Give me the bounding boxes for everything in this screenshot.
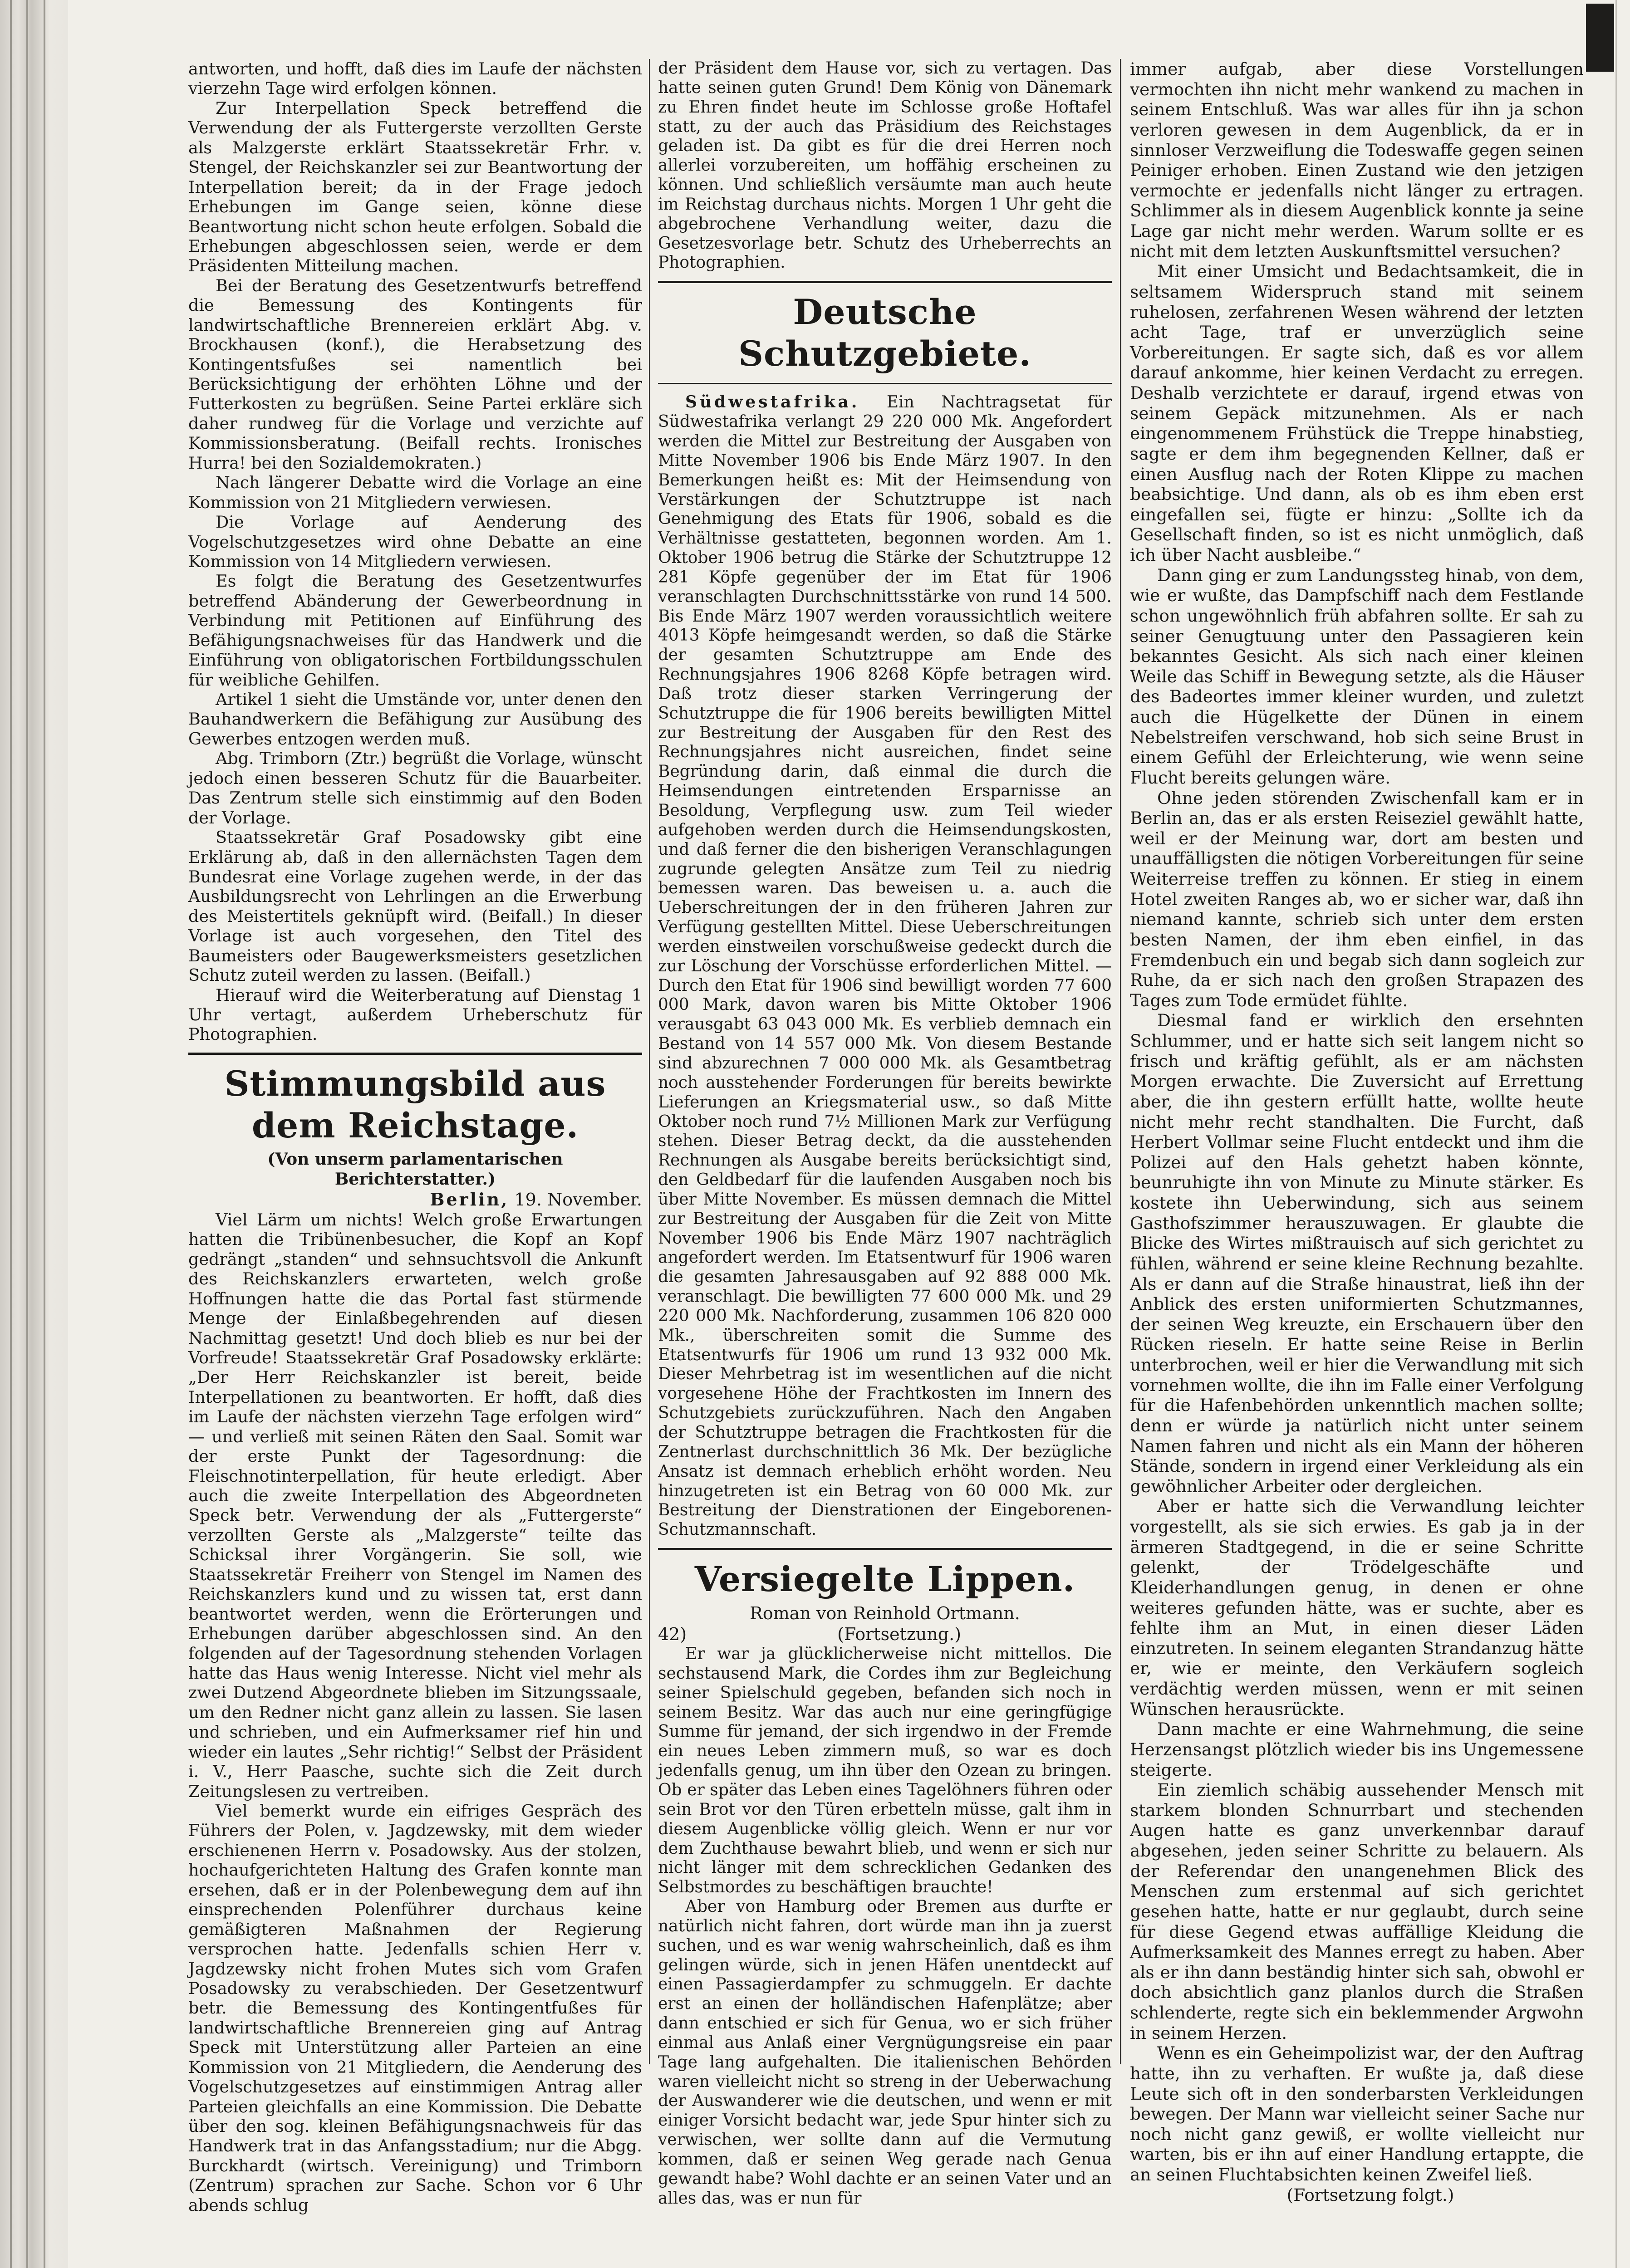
paragraph: Wenn es ein Geheimpolizist war, der den Auftrag hatte, ihn zu verhaften. Er wußte ja, daß diese Leute sich oft in den sonderbarsten Verkleidungen bewegen. Der Mann war vielleicht seiner Sache nur noch nicht ganz gewiß, er wollte vielleicht nur warten, bis er ihn auf einer Handlung ertappte, die an seinen Fluchtabsichten keinen Zweifel ließ. bbox=[1130, 2043, 1584, 2185]
section-divider bbox=[658, 281, 1112, 283]
paragraph: Bei der Beratung des Gesetzentwurfs betreffend die Bemessung des Kontingents für landwirtschaftliche Brennereien erklärt Abg. v. Brockhausen (konf.), die Herabsetzung des Kontingentsfußes sei namentlich bei Berücksichtigung der erhöhten Löhne und der Futterkosten zu begrüßen. Seine Partei erkläre sich daher rundweg für die Vorlage und verzichte auf Kommissionsberatung. (Beifall rechts. Ironisches Hurra! bei den Sozialdemokraten.) bbox=[188, 275, 642, 473]
article-subhead: (Von unserm parlamentarischen Berichterstatter.) bbox=[267, 1149, 563, 1189]
dateline-place: Berlin, bbox=[430, 1189, 509, 1210]
paragraph: Nach längerer Debatte wird die Vorlage an eine Kommission von 21 Mitgliedern verwiesen. bbox=[188, 473, 642, 512]
paragraph: immer aufgab, aber diese Vorstellungen vermochten ihn nicht mehr wankend zu machen in seinem Entschluß. Was war alles für ihn ja schon verloren gewesen in dem Augenblick, da er in sinnloser Verzweiflung die Todeswaffe gegen seinen Peiniger erhoben. Einen Zustand wie den jetzigen vermochte er jedenfalls nicht länger zu ertragen. Schlimmer als in diesem Augenblick konnte ja seine Lage gar nicht mehr werden. Warum sollte er es nicht mit dem letzten Auskunftsmittel versuchen? bbox=[1130, 59, 1584, 261]
novel-title: Versiegelte Lippen. bbox=[694, 1559, 1075, 1600]
paragraph: Aber er hatte sich die Verwandlung leichter vorgestellt, als sie sich erwies. Es gab ja in der ärmeren Stadtgegend, in die er seine Schritte gelenkt, der Trödelgeschäfte und Kleiderhandlungen genug, in denen er ohne weiteres gefunden hätte, was er suchte, aber es fehlte ihm an Mut, in einen dieser Läden einzutreten. In seinem eleganten Strandanzug hätte er, wie er meinte, den Verkäufern sogleich verdächtig werden müssen, wenn er mit seinen Wünschen herausrückte. bbox=[1130, 1496, 1584, 1719]
paragraph: antworten, und hofft, daß dies im Laufe der nächsten vierzehn Tage wird erfolgen können. bbox=[188, 59, 642, 98]
paragraph: Er war ja glücklicherweise nicht mittellos. Die sechstausend Mark, die Cordes ihm zur Begleichung seiner Spielschuld gegeben, befanden sich noch in seinem Besitz. War das auch nur eine geringfügige Summe für jemand, der sich irgendwo in der Fremde ein neues Leben zimmern muß, so war es doch jedenfalls genug, um ihn über den Ozean zu bringen. Ob er später das Leben eines Tagelöhners führen oder sein Brot vor den Türen erbetteln müsse, galt ihm in diesem Augenblicke völlig gleich. Wenn er nur vor dem Zuchthause bewahrt blieb, und wenn er sich nur nicht länger mit dem schrecklichen Gedanken des Selbstmordes zu beschäftigen brauchte! bbox=[658, 1645, 1112, 1897]
paragraph bbox=[658, 392, 1112, 1540]
column-1 bbox=[188, 59, 642, 2215]
paragraph: Zur Interpellation Speck betreffend die Verwendung der als Futtergerste verzollten Gerste als Malzgerste erklärt Staatssekretär Frhr. v. Stengel, der Reichskanzler sei zur Beantwortung der Interpellation bereit; da in der Frage jedoch Erhebungen im Gange seien, könne diese Beantwortung nicht schon heute erfolgen. Sobald die Erhebungen abgeschlossen seien, werde er dem Präsidenten Mitteilung machen. bbox=[188, 98, 642, 276]
paragraph: Mit einer Umsicht und Bedachtsamkeit, die in seltsamem Widerspruch stand mit seinem ruhelosen, zerfahrenen Wesen während der letzten acht Tage, traf er unverzüglich seine Vorbereitungen. Er sagte sich, daß es vor allem darauf ankomme, hier keinen Verdacht zu erregen. Deshalb verzichtete er darauf, irgend etwas von seinem Gepäck mitzunehmen. Als er nach eingenommenem Frühstück die Treppe hinabstieg, sagte er dem ihm begegnenden Kellner, daß er einen Ausflug nach der Roten Klippe zu machen beabsichtige. Und dann, als ob es ihm eben erst eingefallen sei, fügte er hinzu: „Sollte ich da Gesellschaft finden, so ist es nicht unmöglich, daß ich über Nacht ausbleibe.“ bbox=[1130, 261, 1584, 565]
section-divider bbox=[188, 1053, 642, 1055]
paragraph: Diesmal fand er wirklich den ersehnten Schlummer, und er hatte sich seit langem nicht so frisch und kräftig gefühlt, als er am nächsten Morgen erwachte. Die Zuversicht auf Errettung aber, die ihn gestern erfüllt hatte, wollte heute nicht mehr recht standhalten. Die Furcht, daß Herbert Vollmar seine Flucht entdeckt und ihm die Polizei auf den Hals gehetzt haben könnte, beunruhigte ihn von Minute zu Minute stärker. Es kostete ihn Ueberwindung, sich aus seinem Gasthofszimmer herauszuwagen. Er glaubte die Blicke des Wirtes mißtrauisch auf sich gerichtet zu fühlen, während er seine kleine Rechnung bezahlte. Als er dann auf die Straße hinaustrat, ließ ihn der Anblick des ersten uniformierten Schutzmannes, der seinen Weg kreuzte, ein Erschauern über den Rücken rieseln. Er hatte seine Reise in Berlin unterbrochen, weil er hier die Verwandlung mit sich vornehmen wollte, die ihn im Falle einer Verfolgung für die Hafenbehörden unkenntlich machen sollte; denn er würde ja natürlich nicht unter seinem Namen fahren und nicht als ein Mann der höheren Stände, sondern in irgend einer Verkleidung als ein gewöhnlicher Arbeiter oder dergleichen. bbox=[1130, 1010, 1584, 1496]
paragraph: Artikel 1 sieht die Umstände vor, unter denen den Bauhandwerkern die Befähigung zur Ausübung des Gewerbes entzogen werden muß. bbox=[188, 690, 642, 749]
paragraph: Abg. Trimborn (Ztr.) begrüßt die Vorlage, wünscht jedoch einen besseren Schutz für die Bauarbeiter. Das Zentrum stelle sich einstimmig auf den Boden der Vorlage. bbox=[188, 749, 642, 828]
edge-marker bbox=[1586, 4, 1614, 72]
book-binding bbox=[0, 0, 68, 2268]
paragraph: Die Vorlage auf Aenderung des Vogelschutzgesetzes wird ohne Debatte an eine Kommission von 14 Mitgliedern verwiesen. bbox=[188, 512, 642, 571]
paragraph-body: Ein Nachtragsetat für Südwestafrika verlangt 29 220 000 Mk. Angefordert werden die Mittel zur Bestreitung der Ausgaben von Mitte November 1906 bis Ende März 1907. In den Bemerkungen heißt es: Mit der Heimsendung von Verstärkungen der Schutztruppe ist nach Genehmigung des Etats für 1906, sobald es die Verhältnisse gestatteten, begonnen worden. Am 1. Oktober 1906 betrug die Stärke der Schutztruppe 12 281 Köpfe gegenüber der im Etat für 1906 veranschlagten Durchschnittsstärke von rund 14 500. Bis Ende März 1907 werden voraussichtlich weitere 4013 Köpfe heimgesandt werden, so daß die Stärke der gesamten Schutztruppe am Ende des Rechnungsjahres 1906 8268 Köpfe betragen wird. Daß trotz dieser starken Verringerung der Schutztruppe die für 1906 bereits bewilligten Mittel zur Bestreitung der Ausgaben für den Rest des Rechnungsjahres nicht ausreichen, findet seine Begründung darin, daß einmal die durch die Heimsendungen eintretenden Ersparnisse an Besoldung, Verpflegung usw. zum Teil wieder aufgehoben werden durch die Heimsendungskosten, und daß ferner die den bisherigen Veranschlagungen zugrunde gelegten Ansätze zum Teil zu niedrig bemessen waren. Das beweisen u. a. auch die Ueberschreitungen der in den früheren Jahren zur Verfügung gestellten Mittel. Diese Ueberschreitungen werden einstweilen vorschußweise gedeckt durch die zur Löschung der Vorschüsse erforderlichen Mittel. — Durch den Etat für 1906 sind bewilligt worden 77 600 000 Mark, davon waren bis Mitte Oktober 1906 verausgabt 63 043 000 Mk. Es verblieb demnach ein Bestand von 14 557 000 Mk. Von diesem Bestande sind abzurechnen 7 000 000 Mk. als Gesamtbetrag noch ausstehender Forderungen für bereits bewirkte Lieferungen an Kriegsmaterial usw., so daß Mitte Oktober noch rund 7½ Millionen Mark zur Verfügung stehen. Dieser Betrag deckt, da die ausstehenden Rechnungen als Ausgabe bereits berücksichtigt sind, den Geldbedarf für die laufenden Ausgaben noch bis über Mitte November. Es müssen demnach die Mittel zur Bestreitung der Ausgaben für die Zeit von Mitte November 1906 bis Ende März 1907 nachträglich angefordert werden. Im Etatsentwurf für 1906 waren die gesamten Jahresausgaben auf 92 888 000 Mk. veranschlagt. Die bewilligten 77 600 000 Mk. und 29 220 000 Mk. Nachforderung, zusammen 106 820 000 Mk., überschreiten somit die Summe des Etatsentwurfs für 1906 um rund 13 932 000 Mk. Dieser Mehrbetrag ist im wesentlichen auf die nicht vorgesehene Höhe der Frachtkosten im Innern des Schutzgebiets zurückzuführen. Nach den Angaben der Schutztruppe betragen die Frachtkosten für die Zentnerlast durchschnittlich 36 Mk. Der bezügliche Ansatz ist demnach erheblich erhöht worden. Neu hinzugetreten ist ein Betrag von 60 000 Mk. zur Bestreitung der Dienstrationen der Eingeborenen-Schutzmannschaft. bbox=[658, 393, 1112, 1539]
novel-author: Roman von Reinhold Ortmann. bbox=[750, 1603, 1020, 1624]
paragraph: Ohne jeden störenden Zwischenfall kam er in Berlin an, das er als ersten Reiseziel gewählt hatte, weil er der Meinung war, dort am besten und unauffälligsten die nötigen Vorbereitungen für seine Weiterreise treffen zu können. Er stieg in einem Hotel zweiten Ranges ab, wo er sicher war, daß ihn niemand kannte, schrieb sich unter dem ersten besten Namen, der ihm eben einfiel, in das Fremdenbuch ein und begab sich dann sogleich zur Ruhe, da er sich nach den großen Strapazen des Tages zum Tode ermüdet fühlte. bbox=[1130, 788, 1584, 1010]
paragraph: Dann machte er eine Wahrnehmung, die seine Herzensangst plötzlich wieder bis ins Ungemessene steigerte. bbox=[1130, 1719, 1584, 1780]
paragraph: der Präsident dem Hause vor, sich zu vertagen. Das hatte seinen guten Grund! Dem König von Dänemark zu Ehren findet heute im Schlosse große Hoftafel statt, zu der auch das Präsidium des Reichstages geladen ist. Da gibt es für die drei Herren noch allerlei vorzubereiten, um hoffähig erscheinen zu können. Und schließlich versäumte man auch heute im Reichstag durchaus nichts. Morgen 1 Uhr geht die abgebrochene Verhandlung weiter, dazu die Gesetzesvorlage betr. Schutz des Urheberrechts an Photographien. bbox=[658, 59, 1112, 272]
paragraph: Aber von Hamburg oder Bremen aus durfte er natürlich nicht fahren, dort würde man ihn ja zuerst suchen, und es war wenig wahrscheinlich, daß es ihm gelingen würde, sich in jenen Häfen unentdeckt auf einen Passagierdampfer zu schmuggeln. Er dachte erst an einen der holländischen Hafenplätze; aber dann entschied er sich für Genua, wo er sich früher einmal aus Anlaß einer Vergnügungsreise ein paar Tage lang aufgehalten. Die italienischen Behörden waren vielleicht nicht so streng in der Ueberwachung der Auswanderer wie die deutschen, und wenn er mit einiger Vorsicht bedacht war, jede Spur hinter sich zu verwischen, wer sollte dann auf die Vermutung kommen, daß er seinen Weg gerade nach Genua gewandt habe? Wohl dachte er an seinen Vater und an alles das, was er nun für bbox=[658, 1897, 1112, 2208]
paragraph: Ein ziemlich schäbig aussehender Mensch mit starkem blonden Schnurrbart und stechenden Augen hatte es ganz unverkennbar darauf abgesehen, jeden seiner Schritte zu belauern. Als der Referendar den unangenehmen Blick des Menschen zum erstenmal auf sich gerichtet gesehen hatte, hatte er nur geglaubt, durch seine für diese Gegend etwas auffällige Kleidung die Aufmerksamkeit des Mannes erregt zu haben. Aber als er ihn dann beständig hinter sich sah, obwohl er doch absichtlich ganz planlos durch die Straßen schlenderte, regte sich ein beklemmender Argwohn in seinem Herzen. bbox=[1130, 1780, 1584, 2043]
novel-installment bbox=[658, 1624, 1112, 1645]
section-headline: Deutsche Schutzgebiete. bbox=[738, 292, 1031, 374]
column-2 bbox=[658, 59, 1112, 2209]
paragraph-lead: Südwestafrika. bbox=[685, 392, 860, 412]
section-divider bbox=[658, 383, 1112, 384]
section-divider bbox=[658, 1548, 1112, 1550]
installment-number: 42) bbox=[658, 1624, 687, 1645]
paragraph: Hierauf wird die Weiterberatung auf Dienstag 1 Uhr vertagt, außerdem Urheberschutz für Photographien. bbox=[188, 985, 642, 1044]
column-rule-2 bbox=[1120, 59, 1121, 2064]
dateline bbox=[188, 1189, 642, 1210]
paragraph: Viel bemerkt wurde ein eifriges Gespräch des Führers der Polen, v. Jagdzewsky, mit dem wieder erschienenen Herrn v. Posadowsky. Aus der stolzen, hochaufgerichteten Haltung des Grafen konnte man ersehen, daß er in der Polenbewegung dem auf ihn einsprechenden Polenführer durchaus keine gemäßigteren Maßnahmen der Regierung versprochen hatte. Jedenfalls schien Herr v. Jagdzewsky nicht frohen Mutes sich vom Grafen Posadowsky zu verabschieden. Der Gesetzentwurf betr. die Bemessung des Kontingentfußes für landwirtschaftliche Brennereien ging auf Antrag Speck mit Unterstützung aller Parteien an eine Kommission von 21 Mitgliedern, die Aenderung des Vogelschutzgesetzes auf einstimmigen Antrag aller Parteien gleichfalls an eine Kommission. Die Debatte über den sog. kleinen Befähigungsnachweis für das Handwerk trat in das Anfangsstadium; nur die Abgg. Burckhardt (wirtsch. Vereinigung) und Trimborn (Zentrum) sprachen zur Sache. Schon vor 6 Uhr abends schlug bbox=[188, 1801, 642, 2215]
paragraph: Staatssekretär Graf Posadowsky gibt eine Erklärung ab, daß in den allernächsten Tagen dem Bundesrat eine Vorlage zugehen werde, in der das Ausbildungsrecht von Lehrlingen an die Erwerbung des Meistertitels geknüpft wird. (Beifall.) In dieser Vorlage ist auch vorgesehen, den Titel des Baumeisters oder Baugewerksmeisters gesetzlichen Schutz zuteil werden zu lassen. (Beifall.) bbox=[188, 828, 642, 985]
column-3 bbox=[1130, 59, 1584, 2205]
to-be-continued: (Fortsetzung folgt.) bbox=[1286, 2185, 1454, 2205]
column-rule-1 bbox=[649, 59, 650, 2064]
paragraph: Viel Lärm um nichts! Welch große Erwartungen hatten die Tribünenbesucher, die Kopf an Kopf gedrängt „standen“ und sehnsuchtsvoll die Ankunft des Reichskanzlers erwarteten, welch große Hoffnungen hatte die das Portal fast stürmende Menge der Einlaßbegehrenden auf diesen Nachmittag gesetzt! Und doch blieb es nur bei der Vorfreude! Staatssekretär Graf Posadowsky erklärte: „Der Herr Reichskanzler ist bereit, beide Interpellationen zu beantworten. Er hofft, daß dies im Laufe der nächsten vierzehn Tage erfolgen wird“ — und verließ mit seinen Räten den Saal. Somit war der erste Punkt der Tagesordnung: die Fleischnotinterpellation, für heute erledigt. Aber auch die zweite Interpellation des Abgeordneten Speck betr. Verwendung der als „Futtergerste“ verzollten Gerste als „Malzgerste“ teilte das Schicksal ihrer Vorgängerin. Sie soll, wie Staatssekretär Freiherr von Stengel im Namen des Reichskanzlers kund und zu wissen tat, erst dann beantwortet werden, wenn die Erörterungen und Erhebungen darüber abgeschlossen sind. An den folgenden auf der Tagesordnung stehenden Vorlagen hatte das Haus wenig Interesse. Nicht viel mehr als zwei Dutzend Abgeordnete blieben im Sitzungssaale, um den Redner nicht ganz allein zu lassen. Sie lasen und schrieben, und ein Aufmerksamer rief hin und wieder ein lautes „Sehr richtig!“ Selbst der Präsident i. V., Herr Paasche, suchte sich die Zeit durch Zeitungslesen zu vertreiben. bbox=[188, 1210, 642, 1801]
installment-continued: (Fortsetzung.) bbox=[837, 1624, 962, 1645]
paragraph: Es folgt die Beratung des Gesetzentwurfes betreffend Abänderung der Gewerbeordnung in Verbindung mit Petitionen auf Einführung des Befähigungsnachweises für das Handwerk und die Einführung von obligatorischen Fortbildungsschulen für weibliche Gehilfen. bbox=[188, 571, 642, 690]
dateline-date: 19. November. bbox=[514, 1189, 642, 1210]
article-headline: Stimmungsbild aus dem Reichstage. bbox=[224, 1063, 606, 1146]
paragraph: Dann ging er zum Landungssteg hinab, von dem, wie er wußte, das Dampfschiff nach dem Festlande schon ungewöhnlich früh abfahren sollte. Er sah zu seiner Genugtuung unter den Passagieren kein bekanntes Gesicht. Als sich nach einer kleinen Weile das Schiff in Bewegung setzte, als die Häuser des Badeortes immer kleiner wurden, und zuletzt auch die Hügelkette der Dünen in einem Nebelstreifen verschwand, hob sich seine Brust in einem Gefühl der Erleichterung, wie wenn seine Flucht bereits gelungen wäre. bbox=[1130, 565, 1584, 788]
page-edge bbox=[1615, 0, 1617, 2268]
